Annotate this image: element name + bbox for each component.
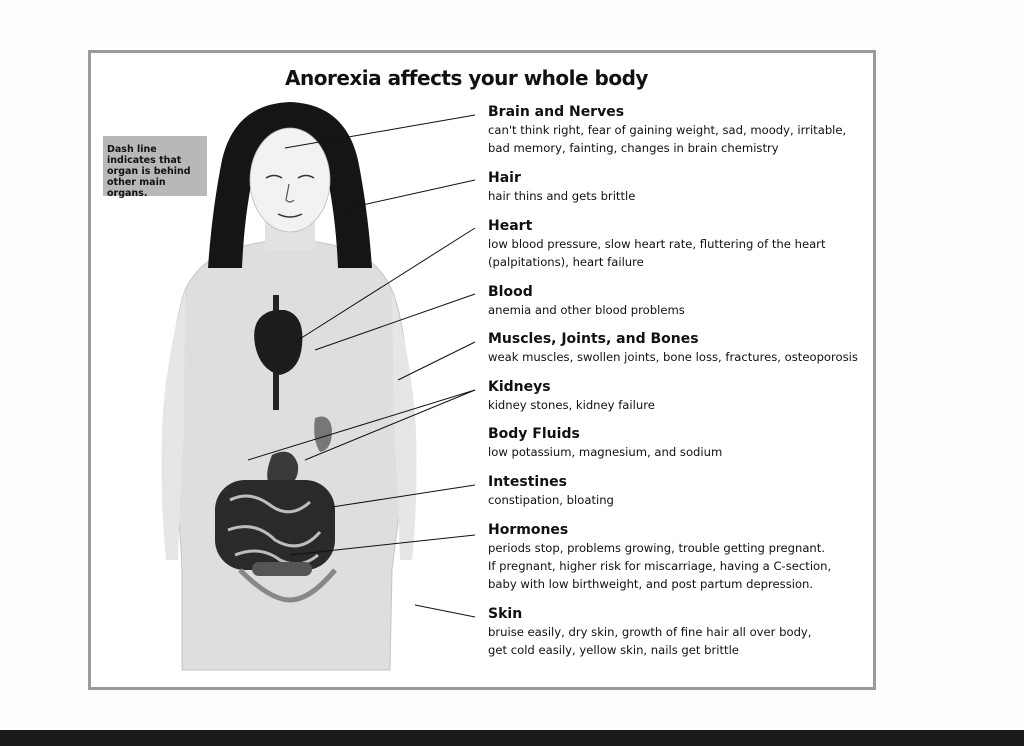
entry-heading: Brain and Nerves bbox=[488, 104, 625, 120]
entry-description: bruise easily, dry skin, growth of fine hair all over body, get cold easily, yellow skin, nails get brittle bbox=[488, 625, 812, 657]
entry-description: periods stop, problems growing, trouble getting pregnant. If pregnant, higher risk for miscarriage, having a C-section, baby with low birthweight, and post partum depression. bbox=[488, 541, 832, 591]
entry-muscles-joints-bones bbox=[488, 331, 868, 366]
entry-intestines bbox=[488, 474, 868, 509]
scan-bottom-edge bbox=[0, 730, 1024, 746]
entry-kidneys bbox=[488, 379, 868, 414]
entry-heading: Hormones bbox=[488, 522, 569, 538]
entry-heading: Heart bbox=[488, 218, 533, 234]
entry-heart bbox=[488, 218, 868, 271]
connector-hair bbox=[340, 180, 475, 210]
entry-description: low blood pressure, slow heart rate, fluttering of the heart (palpitations), heart failure bbox=[488, 237, 826, 269]
diagram-title: Anorexia affects your whole body bbox=[285, 66, 648, 90]
entry-heading: Hair bbox=[488, 170, 521, 186]
entry-description: constipation, bloating bbox=[488, 493, 614, 507]
entry-body-fluids bbox=[488, 426, 868, 461]
entry-heading: Muscles, Joints, and Bones bbox=[488, 331, 699, 347]
entry-heading: Body Fluids bbox=[488, 426, 580, 442]
connector-kidneys-b bbox=[305, 390, 475, 460]
entry-description: anemia and other blood problems bbox=[488, 303, 685, 317]
entry-heading: Intestines bbox=[488, 474, 567, 490]
entry-hormones bbox=[488, 522, 868, 593]
entry-description: low potassium, magnesium, and sodium bbox=[488, 445, 723, 459]
entry-skin bbox=[488, 606, 868, 659]
entry-heading: Skin bbox=[488, 606, 523, 622]
connector-blood bbox=[315, 294, 475, 350]
connector-heart bbox=[295, 228, 475, 342]
connector-hormones bbox=[290, 535, 475, 555]
entry-brain-and-nerves bbox=[488, 104, 868, 157]
connector-muscles bbox=[398, 342, 475, 380]
connector-brain bbox=[285, 115, 475, 148]
connector-skin bbox=[415, 605, 475, 617]
entry-description: kidney stones, kidney failure bbox=[488, 398, 655, 412]
entry-hair bbox=[488, 170, 868, 205]
connector-intestines bbox=[332, 485, 475, 507]
dash-line-note: Dash line indicates that organ is behind other main organs. bbox=[103, 136, 207, 196]
entry-heading: Kidneys bbox=[488, 379, 551, 395]
entry-description: hair thins and gets brittle bbox=[488, 189, 636, 203]
entry-description: can't think right, fear of gaining weight, sad, moody, irritable, bad memory, fainting, changes in brain chemistry bbox=[488, 123, 847, 155]
entry-blood bbox=[488, 284, 868, 319]
entry-heading: Blood bbox=[488, 284, 533, 300]
connector-kidneys-a bbox=[248, 390, 475, 460]
entry-description: weak muscles, swollen joints, bone loss, fractures, osteoporosis bbox=[488, 350, 858, 364]
